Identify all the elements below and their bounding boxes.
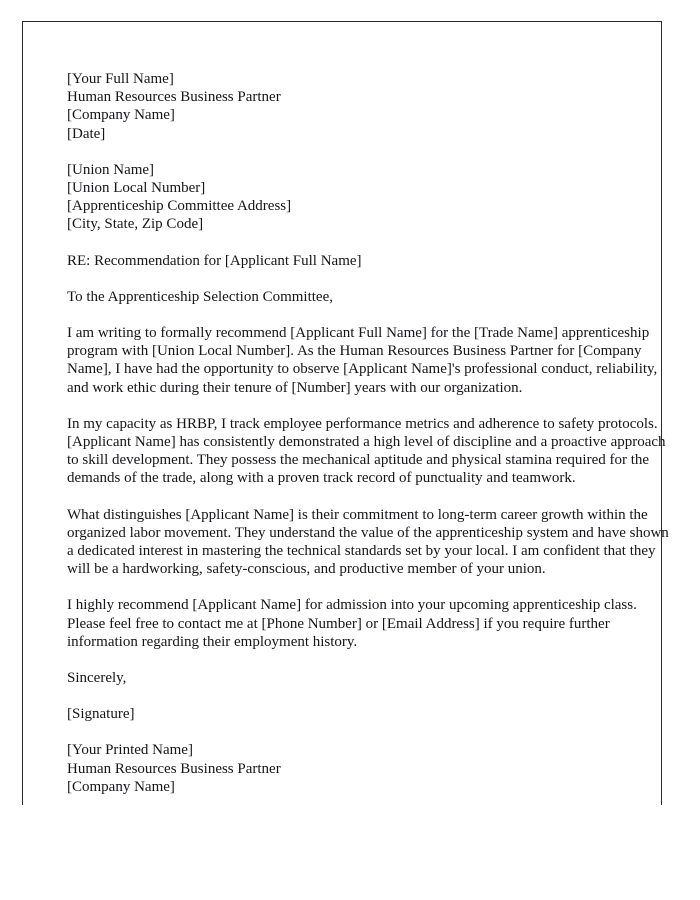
recipient-line: [Union Local Number] [67, 180, 206, 197]
document-page [22, 21, 669, 805]
recipient-line: [City, State, Zip Code] [67, 216, 204, 233]
signature-line: Human Resources Business Partner [67, 760, 281, 777]
recipient-line: [Apprenticeship Committee Address] [67, 198, 292, 215]
subject-line: RE: Recommendation for [Applicant Full Name] [67, 252, 362, 269]
letter-body [67, 70, 673, 814]
signature-line: [Company Name] [67, 778, 175, 795]
body-paragraph: In my capacity as HRBP, I track employee performance metrics and adherence to safety protocols. [Applicant Name] has consistently demonstrated a high level of discipline and a proactive approach to skill development. They possess the mechanical aptitude and physical stamina required for the demands of the trade, along with a proven track record of punctuality and teamwork. [67, 415, 666, 487]
salutation: To the Apprenticeship Selection Committee, [67, 288, 333, 305]
sender-line: [Your Full Name] [67, 71, 174, 87]
body-paragraph: I am writing to formally recommend [Applicant Full Name] for the [Trade Name] apprenticeship program with [Union Local Number]. As the Human Resources Business Partner for [Company Name], I have had the opportunity to observe [Applicant Name]'s professional conduct, reliability, and work ethic during their tenure of [Number] years with our organization. [67, 325, 658, 396]
signature-block [67, 741, 673, 796]
sender-line: [Company Name] [67, 107, 175, 124]
sender-address-block [67, 70, 673, 143]
signature-placeholder: [Signature] [67, 706, 135, 723]
sender-line: [Date] [67, 125, 106, 142]
sender-line: Human Resources Business Partner [67, 89, 281, 106]
closing-salutation: Sincerely, [67, 670, 127, 687]
body-paragraph: What distinguishes [Applicant Name] is their commitment to long-term career growth within the organized labor movement. They understand the value of the apprenticeship system and have shown a dedicated interest in mastering the technical standards set by your local. I am confident that they will be a hardworking, safety-conscious, and productive member of your union. [67, 506, 669, 578]
recipient-address-block [67, 161, 673, 234]
recipient-line: [Union Name] [67, 161, 155, 178]
signature-line: [Your Printed Name] [67, 742, 193, 759]
body-paragraph: I highly recommend [Applicant Name] for admission into your upcoming apprenticeship class. Please feel free to contact me at [Phone Number] or [Email Address] if you require further information regarding their employment history. [67, 597, 637, 650]
